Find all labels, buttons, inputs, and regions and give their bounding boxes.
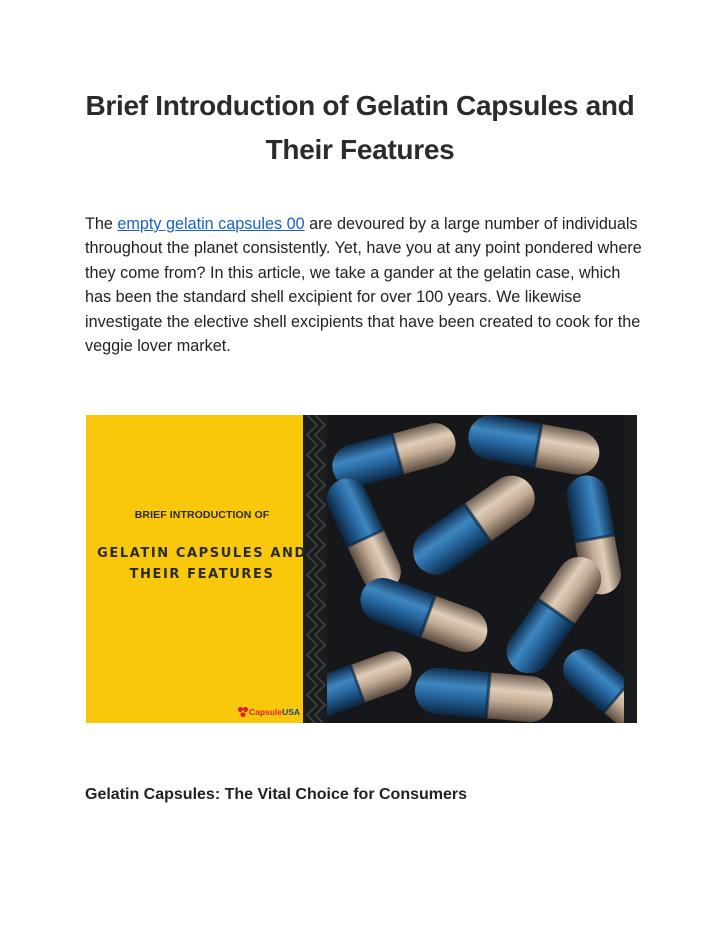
intro-text-start: The: [85, 215, 118, 233]
banner-heading-line-1: GELATIN CAPSULES AND: [97, 546, 307, 561]
capsule-logo-icon: [237, 706, 249, 718]
intro-text-rest: are devoured by a large number of individuals throughout the planet consistently. Yet, have you at any point pondered where they come from? In this article, we take a gander at the gelatin case, which has been the standard shell excipient for over 100 years. We likewise investigate the elective shell excipients that have been created to cook for the veggie lover market.: [85, 215, 642, 356]
banner-main-heading: [86, 543, 318, 585]
page-title: Brief Introduction of Gelatin Capsules and Their Features: [85, 90, 635, 165]
banner-heading-line-2: THEIR FEATURES: [129, 567, 275, 582]
section-heading: Gelatin Capsules: The Vital Choice for Consumers: [85, 786, 468, 803]
banner-small-heading: BRIEF INTRODUCTION OF: [134, 509, 270, 521]
article-banner-image: [86, 415, 637, 723]
capsuleusa-logo: [237, 705, 300, 719]
intro-paragraph: [85, 212, 645, 358]
empty-capsules-link[interactable]: empty gelatin capsules 00: [117, 215, 305, 233]
logo-text-usa: USA: [282, 707, 301, 717]
capsules-photo: [324, 415, 637, 723]
logo-text-capsule: Capsule: [249, 707, 283, 717]
